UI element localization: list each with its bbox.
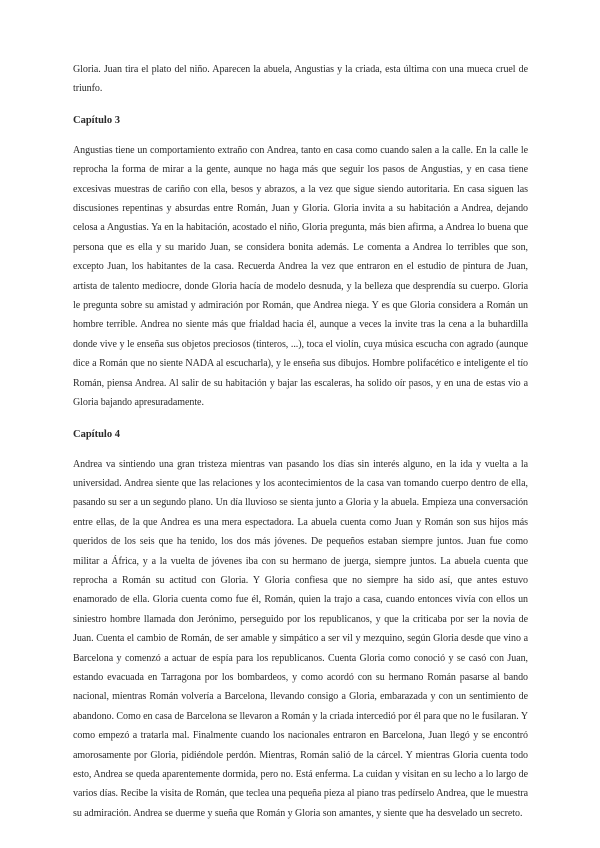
intro-paragraph: Gloria. Juan tira el plato del niño. Aparecen la abuela, Angustias y la criada, esta última con una mueca cruel de triunfo.	[73, 64, 528, 95]
spacer	[73, 99, 528, 111]
chapter-3-heading: Capítulo 3	[73, 114, 120, 126]
spacer	[73, 444, 528, 455]
chapter-4-heading: Capítulo 4	[73, 428, 120, 440]
chapter-3-paragraph: Angustias tiene un comportamiento extraño con Andrea, tanto en casa como cuando salen a la calle. En la calle le reprocha la forma de mirar a la gente, aunque no haga más que seguir los pasos de Angustias, y en casa tiene excesivas muestras de cariño con ella, besos y abrazos, a la vez que sigue siendo autoritaria. En casa siguen las discusiones repentinas y absurdas entre Román, Juan y Gloria. Gloria invita a su habitación a Andrea, dejando celosa a Angustias. Ya en la habitación, acostado el niño, Gloria pregunta, más bien afirma, a Andrea lo buena que persona que es ella y su marido Juan, se considera bonita además. Le comenta a Andrea lo terribles que son, excepto Juan, los habitantes de la casa. Recuerda Andrea la vez que entraron en el estudio de pintura de Juan, artista de talento mediocre, donde Gloria hacía de modelo desnuda, y la belleza que desprendía su cuerpo. Gloria le pregunta sobre su amistad y admiración por Román, que Andrea niega. Y es que Gloria considera a Román un hombre terrible. Andrea no siente más que frialdad hacia él, aunque a veces la invite tras la cena a la buhardilla donde vive y le enseña sus objetos preciosos (tinteros, ...), toca el violín, cuya música escucha con agrado (aunque dice a Román que no siente NADA al escucharla), y le enseña sus dibujos. Hombre polifacético e inteligente el tío Román, piensa Andrea. Al salir de su habitación y bajar las escaleras, ha solido oír pasos, y en una de estas vio a Gloria bajando apresuradamente.	[73, 144, 528, 409]
chapter-4-paragraph: Andrea va sintiendo una gran tristeza mientras van pasando los días sin interés alguno, en la ida y vuelta a la universidad. Andrea siente que las relaciones y los acontecimientos de la casa van tomando cuerpo dentro de ella, pasando su ser a un segundo plano. Un día lluvioso se sienta junto a Gloria y la abuela. Empieza una conversación entre ellas, de la que Andrea es una mera espectadora. La abuela cuenta como Juan y Román son sus hijos más queridos de los seis que ha tenido, los dos más jóvenes. De pequeños estaban siempre juntos. Juan fue como militar a África, y a la vuelta de jóvenes iba con su hermano de juerga, siempre juntos. La abuela cuenta que reprocha a Román su actitud con Gloria. Y Gloria confiesa que no siempre ha sido así, que antes estuvo enamorado de ella. Gloria cuenta como fue él, Román, quien la trajo a casa, cuando entonces vivía con ellos un siniestro hombre llamada don Jerónimo, perseguido por los republicanos, y que la criticaba por ser la novia de Juan. Cuenta el cambio de Román, de ser amable y simpático a ser vil y mezquino, según Gloria desde que vino a Barcelona y comenzó a actuar de espía para los republicanos. Cuenta Gloria como conoció y se casó con Juan, estando evacuada en Tarragona por los bombardeos, y como acordó con su hermano Román pasarse al bando nacional, mientras Román volvería a Barcelona, llevando consigo a Gloria, embarazada y con un sentimiento de abandono. Como en casa de Barcelona se llevaron a Román y la criada intercedió por él para que no le fusilaran. Y como empezó a tratarla mal. Finalmente cuando los nacionales entraron en Barcelona, Juan llegó y se encontró amorosamente por Gloria, pidiéndole perdón. Mientras, Román salió de la cárcel. Y mientras Gloria cuenta todo esto, Andrea se queda aparentemente dormida, pero no. Está enferma. La cuidan y visitan en su lecho a lo largo de varios días. Recibe la visita de Román, que teclea una pequeña pieza al piano tras pedírselo Andrea, que le muestra su admiración. Andrea se duerme y sueña que Román y Gloria son amantes, y siente que ha desvelado un secreto.	[73, 458, 528, 819]
document-page	[73, 60, 528, 823]
spacer	[73, 413, 528, 425]
spacer	[73, 130, 528, 141]
